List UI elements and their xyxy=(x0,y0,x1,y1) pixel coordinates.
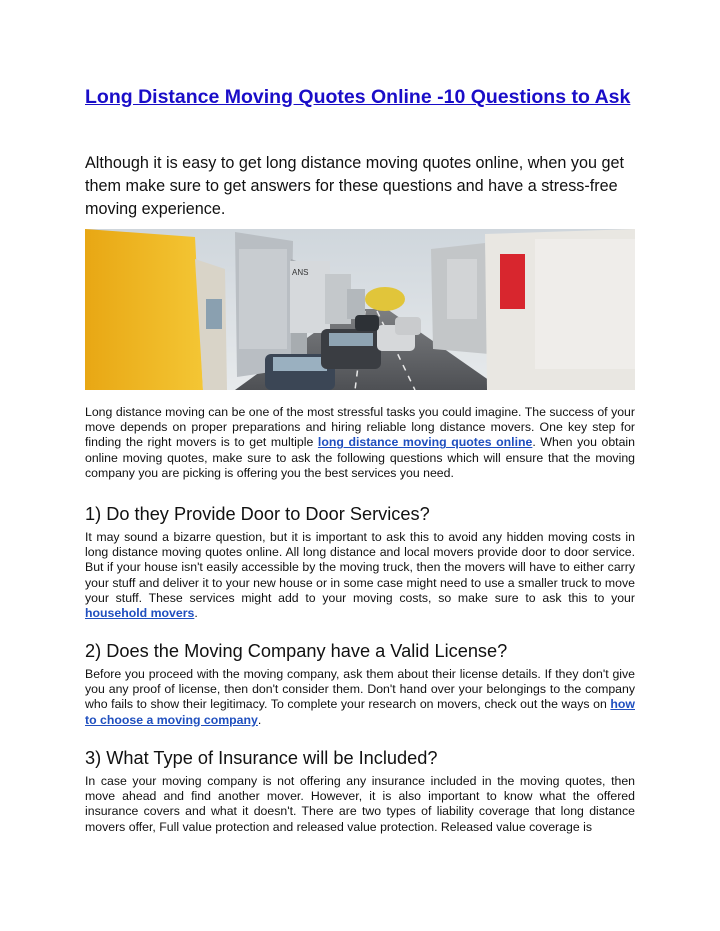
section-heading-3: 3) What Type of Insurance will be Included? xyxy=(85,748,438,768)
section-paragraph-3: In case your moving company is not offering any insurance included in the moving quotes, then move ahead and find another mover. However, it is also important to know what the offered insurance covers and what it doesn't. There are two types of liability coverage that long distance movers offer, Full value protection and released value protection. Released value coverage is xyxy=(85,774,635,834)
section-paragraph-1: It may sound a bizarre question, but it is important to ask this to avoid any hidden moving costs in long distance moving quotes online. All long distance and local movers provide door to door service. But if your house isn't easily accessible by the moving truck, then the movers will have to either carry your stuff and deliver it to your new house or in some case might need to use a smaller truck to move your stuff. These services might add to your moving costs, so make sure to ask this to your household movers. xyxy=(85,530,635,621)
article-title[interactable]: Long Distance Moving Quotes Online -10 Questions to Ask xyxy=(85,86,631,108)
household-movers-link[interactable]: household movers xyxy=(85,606,195,621)
section-heading-2: 2) Does the Moving Company have a Valid License? xyxy=(85,641,508,661)
long-distance-quotes-link[interactable]: long distance moving quotes online xyxy=(317,435,533,450)
section-paragraph-2: Before you proceed with the moving company, ask them about their license details. If they don't give you any proof of license, then don't consider them. Don't hand over your belongings to the company who fails to show their legitimacy. To complete your research on movers, check out the ways on how to choose a moving company. xyxy=(85,667,635,727)
section-heading-1: 1) Do they Provide Door to Door Services? xyxy=(85,504,430,524)
choose-moving-company-link[interactable]: how to choose a moving company xyxy=(85,697,635,727)
intro-paragraph: Although it is easy to get long distance moving quotes online, when you get them make sure to get answers for these questions and have a stress-free moving experience. xyxy=(85,154,625,218)
intro-body-paragraph: Long distance moving can be one of the most stressful tasks you could imagine. The success of your move depends on proper preparations and hiring reliable long distance movers. One key step for finding the right movers is to get multiple long distance moving quotes online. When you obtain online moving quotes, make sure to ask the following questions which will ensure that the moving company you are picking is offering you the best services you need. xyxy=(85,405,636,480)
svg-text:ANS: ANS xyxy=(292,268,309,277)
traffic-jam-photo xyxy=(85,229,635,390)
